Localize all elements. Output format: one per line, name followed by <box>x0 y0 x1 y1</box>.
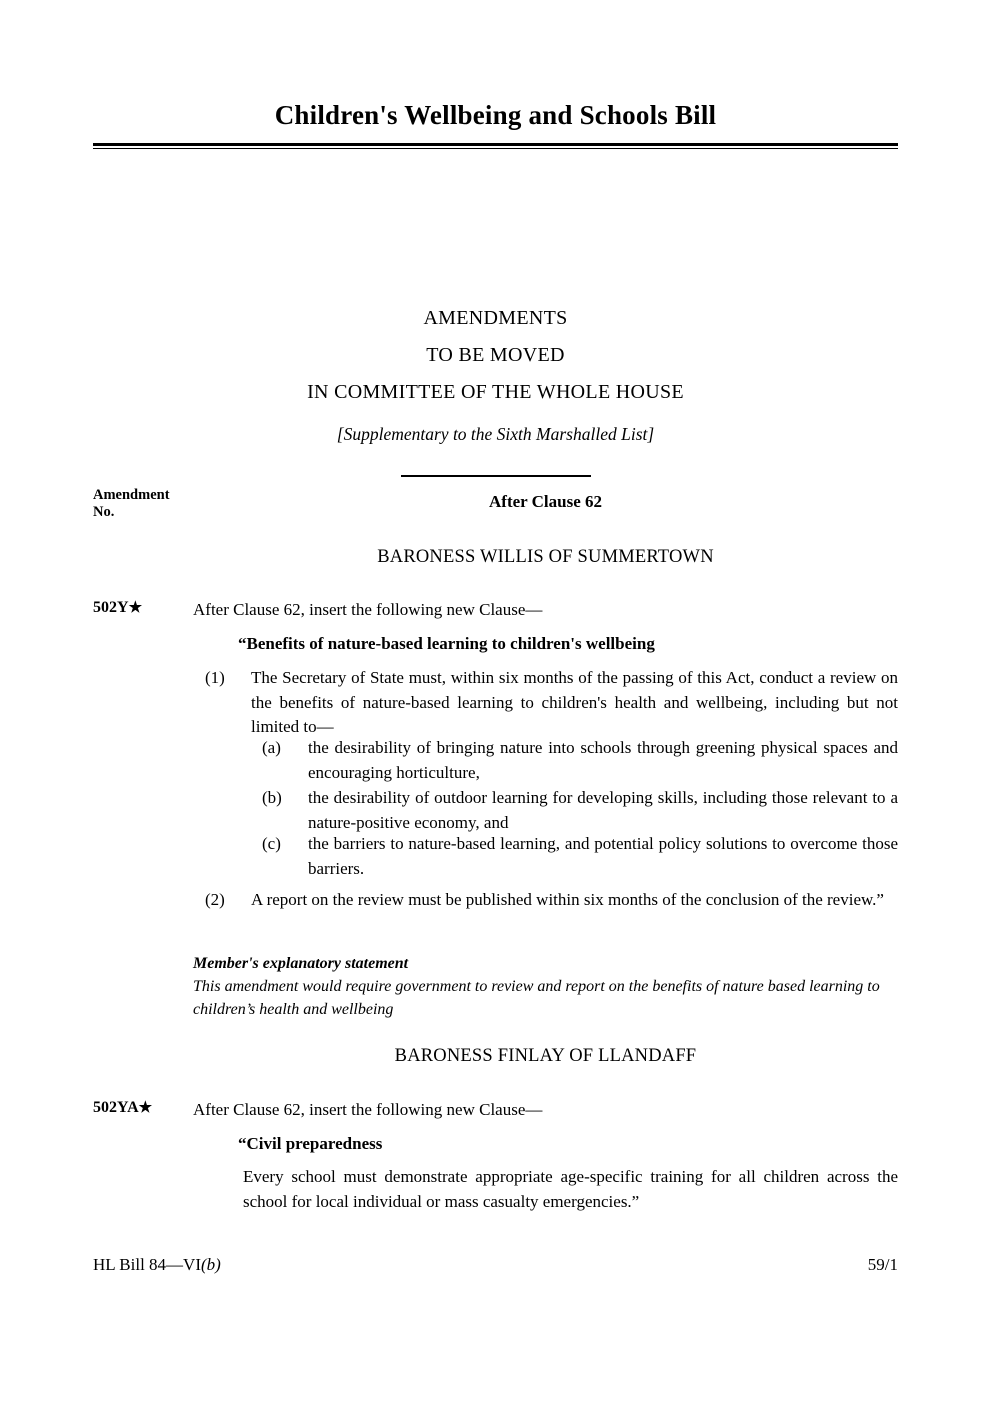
paragraph-b <box>262 786 898 835</box>
amendment-no-label <box>93 487 203 521</box>
paragraph-marker: (b) <box>262 788 282 807</box>
paragraph-text: the desirability of outdoor learning for developing skills, including those relevant to a nature-positive economy, and <box>308 788 898 832</box>
paragraph-a <box>262 736 898 785</box>
star-icon: ★ <box>128 600 143 616</box>
amendment-number-1[interactable] <box>93 599 142 617</box>
clause-body-2: Every school must demonstrate appropriate age-specific training for all children across the school for local individual or mass casualty emergencies.” <box>243 1167 898 1211</box>
amendment-intro-1: After Clause 62, insert the following new Clause— <box>193 600 543 619</box>
amendment-no-label-line1: Amendment <box>93 487 170 503</box>
star-icon: ★ <box>138 1100 153 1116</box>
paragraph-c <box>262 832 898 881</box>
explanatory-statement-body: This amendment would require government to review and report on the benefits of nature based learning to children’s health and wellbeing <box>193 978 880 1018</box>
clause-header: After Clause 62 <box>489 492 602 511</box>
supplementary-note: [Supplementary to the Sixth Marshalled List] <box>336 424 655 444</box>
heading-line-to-be-moved: TO BE MOVED <box>426 344 565 366</box>
explanatory-statement-title: Member's explanatory statement <box>193 955 409 972</box>
bill-reference-suffix: (b) <box>200 1255 221 1274</box>
clause-title-2: “Civil preparedness <box>238 1134 383 1153</box>
paragraph-marker: (c) <box>262 834 281 853</box>
sponsor-name-2: BARONESS FINLAY OF LLANDAFF <box>394 1046 697 1066</box>
paragraph-marker: (2) <box>205 890 225 909</box>
clause-title-1: “Benefits of nature-based learning to children's wellbeing <box>238 634 655 653</box>
amendment-no-label-line2: No. <box>93 504 115 520</box>
bill-title: Children's Wellbeing and Schools Bill <box>274 100 717 130</box>
page-footer <box>93 1254 898 1276</box>
amendment-number-2-text: 502YA <box>93 1099 139 1116</box>
paragraph-text: A report on the review must be published within six months of the conclusion of the review.” <box>251 890 884 909</box>
masthead <box>93 100 898 149</box>
paragraph-text: The Secretary of State must, within six months of the passing of this Act, conduct a review on the benefits of nature-based learning to children's health and wellbeing, including but not limited to— <box>251 668 898 737</box>
amendment-intro-2: After Clause 62, insert the following new Clause— <box>193 1100 543 1119</box>
page-number: 59/1 <box>867 1255 898 1274</box>
amendment-number-1-text: 502Y <box>93 599 129 616</box>
paragraph-marker: (a) <box>262 738 281 757</box>
heading-line-in-committee: IN COMMITTEE OF THE WHOLE HOUSE <box>307 381 684 403</box>
paragraph-1 <box>205 666 898 740</box>
bill-reference <box>93 1254 221 1276</box>
sponsor-name-1: BARONESS WILLIS OF SUMMERTOWN <box>377 547 714 567</box>
heading-block <box>93 300 898 477</box>
bill-reference-text: HL Bill 84—VI <box>93 1255 201 1274</box>
paragraph-marker: (1) <box>205 668 225 687</box>
heading-line-amendments: AMENDMENTS <box>423 307 568 329</box>
section-divider-rule <box>401 475 591 477</box>
paragraph-2 <box>205 888 898 913</box>
masthead-rule-thin <box>93 148 898 149</box>
paragraph-text: the barriers to nature-based learning, and potential policy solutions to overcome those barriers. <box>308 834 898 878</box>
paragraph-text: the desirability of bringing nature into schools through greening physical spaces and encouraging horticulture, <box>308 738 898 782</box>
amendment-number-2[interactable] <box>93 1099 152 1117</box>
explanatory-statement <box>193 953 898 1021</box>
